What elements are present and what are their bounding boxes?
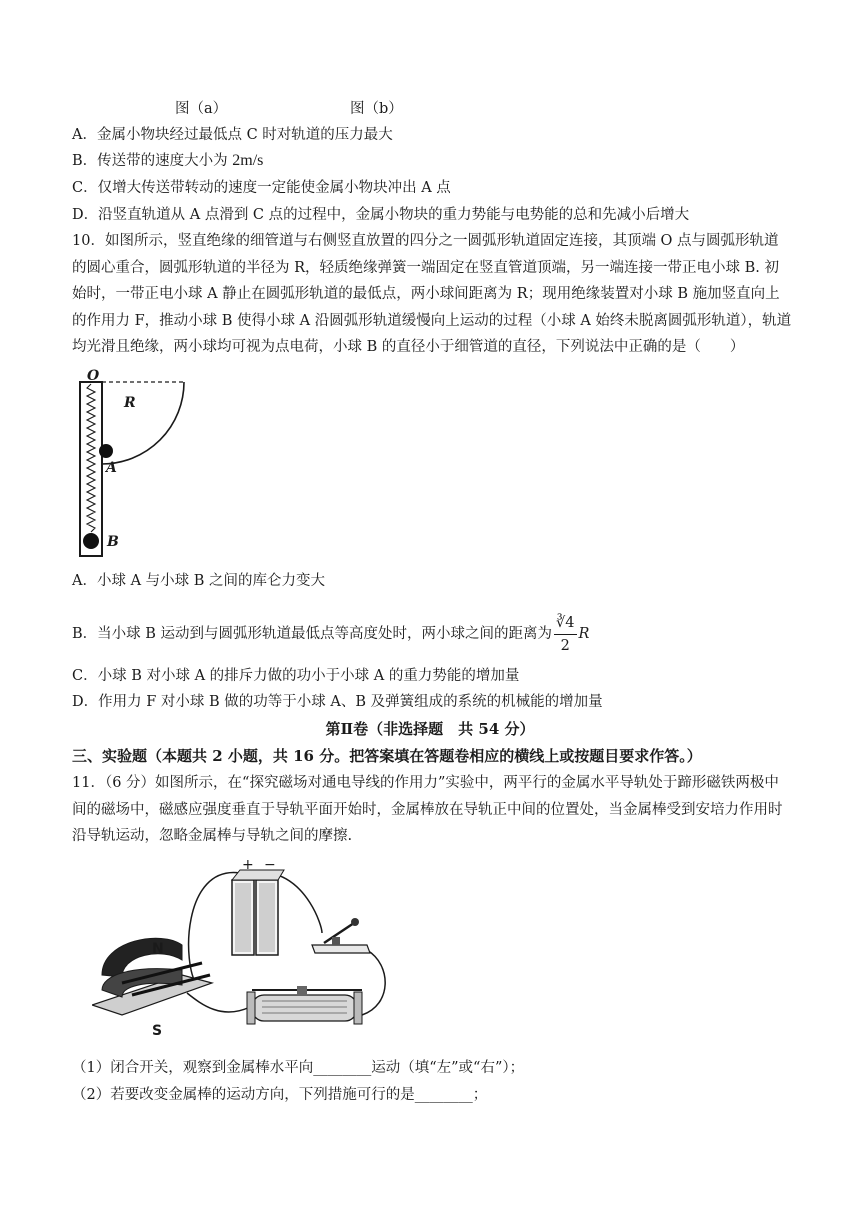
battery — [232, 870, 284, 955]
section-3-title: 三、实验题（本题共 2 小题，共 16 分。把答案填在答题卷相应的横线上或按题目要求作答。） — [72, 747, 702, 765]
q9-option-b-text: B．传送带的速度大小为 — [72, 153, 233, 169]
magnet-n-label: N — [152, 941, 164, 957]
spring — [87, 384, 95, 532]
label-a: A — [106, 460, 117, 476]
label-r: R — [124, 395, 136, 411]
q9-option-b-value: 2m/s — [232, 152, 264, 169]
wire-bottom — [187, 993, 250, 1012]
q9-option-d: D．沿竖直轨道从 A 点滑到 C 点的过程中，金属小物块的重力势能与电势能的总和先减小后增大 — [72, 207, 690, 223]
plus-sign: + — [242, 857, 254, 873]
q10-option-d: D．作用力 F 对小球 B 做的功等于小球 A、B 及弹簧组成的系统的机械能的增加量 — [72, 694, 603, 710]
q10-stem: 10．如图所示，竖直绝缘的细管道与右侧竖直放置的四分之一圆弧形轨道固定连接，其顶端 O 点与圆弧形轨道的圆心重合，圆弧形轨道的半径为 R，轻质绝缘弹簧一端固定在竖直管道顶端，另一端连接一带正电小球 B. 初始时，一带正电小球 A 静止在圆弧形轨道的最低点，两小球间距离为 R；现用绝缘装置对小球 B 施加竖直向上的作用力 F，推动小球 B 使得小球 A 沿圆弧形轨道缓慢向上运动的过程（小球 A 始终未脱离圆弧形轨道），轨道均光滑且绝缘，两小球均可视为点电荷，小球 B 的直径小于细管道的直径，下列说法中正确的是（ ） — [72, 233, 792, 355]
figure-a-caption: 图（a） — [175, 101, 228, 117]
q9-option-b — [72, 151, 263, 171]
ball-b — [83, 533, 99, 549]
label-o: O — [87, 368, 100, 384]
q10-option-a: A．小球 A 与小球 B 之间的库仑力变大 — [72, 573, 326, 589]
section-2-title: 第Ⅱ卷（非选择题 共 54 分） — [325, 720, 535, 738]
q10-figure — [62, 368, 212, 558]
q10-option-c: C．小球 B 对小球 A 的排斥力做的功小于小球 A 的重力势能的增加量 — [72, 668, 520, 684]
q11-sub2: （2）若要改变金属棒的运动方向，下列措施可行的是________； — [72, 1087, 488, 1103]
q11-stem: 11．（6 分）如图所示，在“探究磁场对通电导线的作用力”实验中，两平行的金属水平导轨处于蹄形磁铁两极中间的磁场中，磁感应强度垂直于导轨平面开始时，金属棒放在导轨正中间的位置处，当金属棒受到安培力作用时沿导轨运动，忽略金属棒与导轨之间的摩擦. — [72, 775, 783, 844]
q9-option-c: C．仅增大传送带转动的速度一定能使金属小物块冲出 A 点 — [72, 180, 451, 196]
quarter-arc-track — [102, 382, 184, 464]
magnet-s-label: S — [152, 1023, 163, 1035]
q10-option-b-fraction — [554, 612, 576, 657]
q10-option-b — [72, 610, 589, 658]
ball-a — [99, 444, 113, 458]
q11-figure — [92, 855, 412, 1035]
q9-option-a: A．金属小物块经过最低点 C 时对轨道的压力最大 — [72, 127, 393, 143]
minus-sign: − — [264, 857, 276, 873]
q11-sub1: （1）闭合开关，观察到金属棒水平向________运动（填“左”或“右”）； — [72, 1060, 525, 1076]
label-b: B — [107, 534, 119, 550]
wire-right — [362, 950, 385, 1015]
vertical-tube — [80, 382, 102, 556]
switch — [312, 918, 370, 953]
figure-b-caption: 图（b） — [350, 101, 403, 117]
fraction-numerator: ∛4 — [554, 612, 576, 635]
q10-option-b-text: B．当小球 B 运动到与圆弧形轨道最低点等高度处时，两小球之间的距离为 — [72, 626, 553, 642]
q10-option-b-suffix: R — [578, 626, 590, 642]
fraction-denominator: 2 — [560, 637, 570, 654]
rheostat — [247, 986, 362, 1024]
